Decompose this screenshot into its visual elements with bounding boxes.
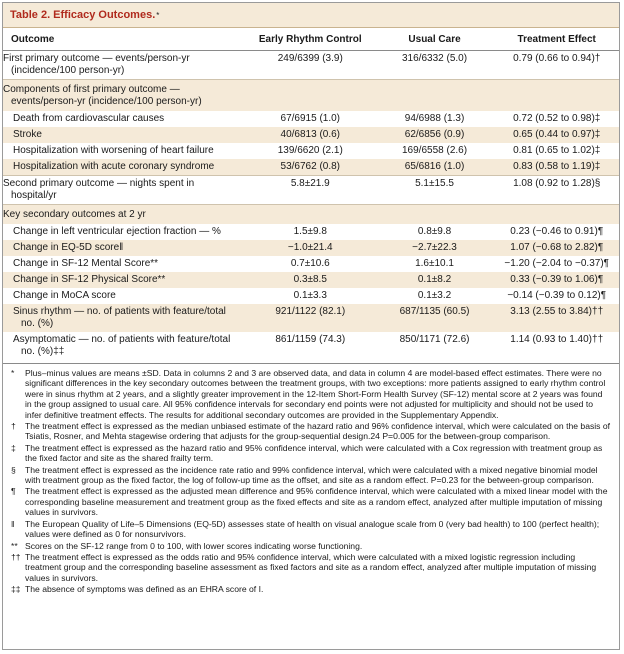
usual-care-cell: 5.1±15.5 <box>375 176 495 205</box>
table-row <box>3 111 619 127</box>
footnote <box>11 421 611 442</box>
table-row <box>3 143 619 159</box>
usual-care-cell: 850/1171 (72.6) <box>399 334 470 345</box>
usual-care-cell: 65/6816 (1.0) <box>375 159 495 176</box>
usual-care-cell: 169/6558 (2.6) <box>402 145 468 156</box>
table-row <box>3 159 619 176</box>
footnote-text: The treatment effect is expressed as the median unbiased estimate of the hazard ratio and 96% confidence interval, which were calculated on the basis of Tsiatis, Rosner, and Mehta stagewise ordering that adjusts for the group-sequential design.24 P=0.005 for the between-group comparison. <box>25 421 611 442</box>
footnote-text: The treatment effect is expressed as the hazard ratio and 95% confidence interval, which were calculated with a Cox regression with treatment group as the fixed factor and site as the shared frailty term. <box>25 442 603 464</box>
footnote-text: The treatment effect is expressed as the incidence rate ratio and 99% confidence interval, which were calculated with a mixed negative binomial model with treatment group as the fixed factor, the log of follow-up time as the offset, and site as a random effect. P=0.23 for the between-group comparison. <box>25 464 598 486</box>
table-row <box>3 288 619 304</box>
column-header-outcome: Outcome <box>3 28 246 51</box>
footnote-text: Plus–minus values are means ±SD. Data in columns 2 and 3 are observed data, and data in column 4 are model-based effect estimates. There were no significant differences in the key secondary outcomes between the treatment groups, with two exceptions: more patients assigned to early rhythm control were in sinus rhythm at 2 years, and a slightly greater improvement in the 12-Item Short-Form Health Survey (SF-12) mental score at 2 years was found in the group assigned to usual care. All 95% confidence intervals for secondary end points were not adjusted for multiplicity and should not be used to infer definitive treatment effects. The results for additional secondary outcomes are provided in the Supplementary Appendix. <box>25 368 606 420</box>
early-rhythm-control-cell: 5.8±21.9 <box>246 176 375 205</box>
footnote-symbol: * <box>11 368 15 378</box>
footnotes <box>3 363 619 595</box>
table-row <box>3 224 619 240</box>
early-rhythm-control-cell: 861/1159 (74.3) <box>275 334 346 345</box>
table-frame <box>2 2 620 650</box>
footnote-symbol: † <box>11 421 16 432</box>
table-row <box>3 51 619 80</box>
footnote <box>11 552 611 583</box>
usual-care-cell: −2.7±22.3 <box>375 240 495 256</box>
footnote-text: The treatment effect is expressed as the odds ratio and 95% confidence interval, which were calculated with a mixed logistic regression including treatment group and the corresponding baseline assessment as fixed factors and site as a random effect, analyzed after multiple imputation of missing values in survivors. <box>25 551 597 583</box>
footnote-symbol: ‖ <box>11 518 15 529</box>
footnote-symbol: ‡‡ <box>11 584 21 595</box>
footnote <box>11 368 611 420</box>
treatment-effect-cell: 0.33 (−0.39 to 1.06)¶ <box>494 272 619 288</box>
footnote <box>11 443 611 464</box>
outcome-cell: Change in left ventricular ejection fraction — % <box>13 226 221 237</box>
outcome-cell: Key secondary outcomes at 2 yr <box>3 205 246 225</box>
table-section-row <box>3 80 619 112</box>
efficacy-table <box>3 28 619 360</box>
column-header-usual-care: Usual Care <box>375 28 495 51</box>
footnote <box>11 465 611 486</box>
table-title-marker: * <box>156 10 160 20</box>
table-title: Efficacy Outcomes. <box>53 9 156 21</box>
footnote-symbol: § <box>11 464 16 475</box>
table-row <box>3 176 619 205</box>
treatment-effect-cell: 0.79 (0.66 to 0.94)† <box>513 53 601 64</box>
treatment-effect-cell: 0.23 (−0.46 to 0.91)¶ <box>510 226 604 237</box>
early-rhythm-control-cell: 0.7±10.6 <box>290 258 330 269</box>
table-title-bar <box>3 3 619 28</box>
outcome-cell: Stroke <box>3 127 246 143</box>
footnote-symbol: ‡ <box>11 442 16 453</box>
treatment-effect-cell: 1.08 (0.92 to 1.28)§ <box>494 176 619 205</box>
outcome-cell: Change in SF-12 Mental Score** <box>13 258 159 269</box>
usual-care-cell: 1.6±10.1 <box>415 258 454 269</box>
table-row <box>3 127 619 143</box>
table-header-row <box>3 28 619 51</box>
outcome-cell: Second primary outcome — nights spent in hospital/yr <box>3 176 246 205</box>
treatment-effect-cell: 3.13 (2.55 to 3.84)†† <box>494 304 619 332</box>
treatment-effect-cell: −0.14 (−0.39 to 0.12)¶ <box>507 290 607 301</box>
footnote-symbol: ** <box>11 540 18 551</box>
treatment-effect-cell: 0.72 (0.52 to 0.98)‡ <box>513 113 601 124</box>
outcome-cell: First primary outcome — events/person-yr (incidence/100 person-yr) <box>3 53 190 76</box>
footnote <box>11 519 611 540</box>
treatment-effect-cell: 0.83 (0.58 to 1.19)‡ <box>494 159 619 176</box>
outcome-cell: Hospitalization with worsening of heart failure <box>13 145 214 156</box>
early-rhythm-control-cell: 139/6620 (2.1) <box>277 145 343 156</box>
outcome-cell: Change in MoCA score <box>13 290 116 301</box>
footnote <box>11 486 611 517</box>
early-rhythm-control-cell <box>246 80 375 112</box>
treatment-effect-cell: −1.20 (−2.04 to −0.37)¶ <box>504 258 610 269</box>
early-rhythm-control-cell: 40/6813 (0.6) <box>246 127 375 143</box>
outcome-cell: Asymptomatic — no. of patients with feature/total no. (%)‡‡ <box>13 334 231 357</box>
outcome-cell: Hospitalization with acute coronary syndrome <box>3 159 246 176</box>
early-rhythm-control-cell: −1.0±21.4 <box>246 240 375 256</box>
early-rhythm-control-cell: 0.3±8.5 <box>246 272 375 288</box>
table-row <box>3 304 619 332</box>
outcome-cell: Components of first primary outcome — events/person-yr (incidence/100 person-yr) <box>3 80 246 112</box>
early-rhythm-control-cell: 67/6915 (1.0) <box>280 113 341 124</box>
table-label: Table 2. <box>10 9 51 21</box>
outcome-cell: Change in SF-12 Physical Score** <box>3 272 246 288</box>
footnote-text: Scores on the SF-12 range from 0 to 100, with lower scores indicating worse functioning. <box>25 540 363 551</box>
usual-care-cell <box>375 205 495 225</box>
column-header-treatment-effect: Treatment Effect <box>494 28 619 51</box>
usual-care-cell: 0.8±9.8 <box>417 226 452 237</box>
footnote-text: The absence of symptoms was defined as an EHRA score of I. <box>25 584 264 595</box>
table-row <box>3 332 619 360</box>
early-rhythm-control-cell: 53/6762 (0.8) <box>246 159 375 176</box>
early-rhythm-control-cell: 921/1122 (82.1) <box>246 304 375 332</box>
treatment-effect-cell <box>494 80 619 112</box>
early-rhythm-control-cell: 1.5±9.8 <box>293 226 327 237</box>
footnote-symbol: ¶ <box>11 486 16 497</box>
treatment-effect-cell: 0.81 (0.65 to 1.02)‡ <box>513 145 601 156</box>
outcome-cell: Sinus rhythm — no. of patients with feature/total no. (%) <box>3 304 246 332</box>
footnote-text: The treatment effect is expressed as the adjusted mean difference and 95% confidence interval, which were calculated with a mixed linear model with the corresponding baseline measurement and treatment group as the fixed effects and site as a random effect, analyzed after multiple imputation of missing values in survivors. <box>25 486 608 518</box>
early-rhythm-control-cell <box>246 205 375 225</box>
treatment-effect-cell: 1.07 (−0.68 to 2.82)¶ <box>494 240 619 256</box>
usual-care-cell: 0.1±3.2 <box>417 290 452 301</box>
usual-care-cell: 0.1±8.2 <box>375 272 495 288</box>
usual-care-cell <box>375 80 495 112</box>
table-section-row <box>3 205 619 225</box>
footnote-text: The European Quality of Life–5 Dimensions (EQ-5D) assesses state of health on visual analogue scale from 0 (very bad health) to 100 (perfect health); values were defined as 0 for nonsurvivors. <box>25 518 600 540</box>
early-rhythm-control-cell: 0.1±3.3 <box>293 290 327 301</box>
table-row <box>3 256 619 272</box>
early-rhythm-control-cell: 249/6399 (3.9) <box>277 53 343 64</box>
usual-care-cell: 316/6332 (5.0) <box>402 53 468 64</box>
outcome-cell: Change in EQ-5D score‖ <box>3 240 246 256</box>
footnote <box>11 541 611 551</box>
treatment-effect-cell <box>494 205 619 225</box>
treatment-effect-cell: 1.14 (0.93 to 1.40)†† <box>510 334 604 345</box>
treatment-effect-cell: 0.65 (0.44 to 0.97)‡ <box>494 127 619 143</box>
footnote-symbol: †† <box>11 551 21 562</box>
usual-care-cell: 62/6856 (0.9) <box>375 127 495 143</box>
footnote <box>11 584 611 594</box>
table-row <box>3 240 619 256</box>
usual-care-cell: 94/6988 (1.3) <box>404 113 465 124</box>
table-row <box>3 272 619 288</box>
column-header-early-rhythm-control: Early Rhythm Control <box>246 28 375 51</box>
outcome-cell: Death from cardiovascular causes <box>13 113 165 124</box>
usual-care-cell: 687/1135 (60.5) <box>375 304 495 332</box>
